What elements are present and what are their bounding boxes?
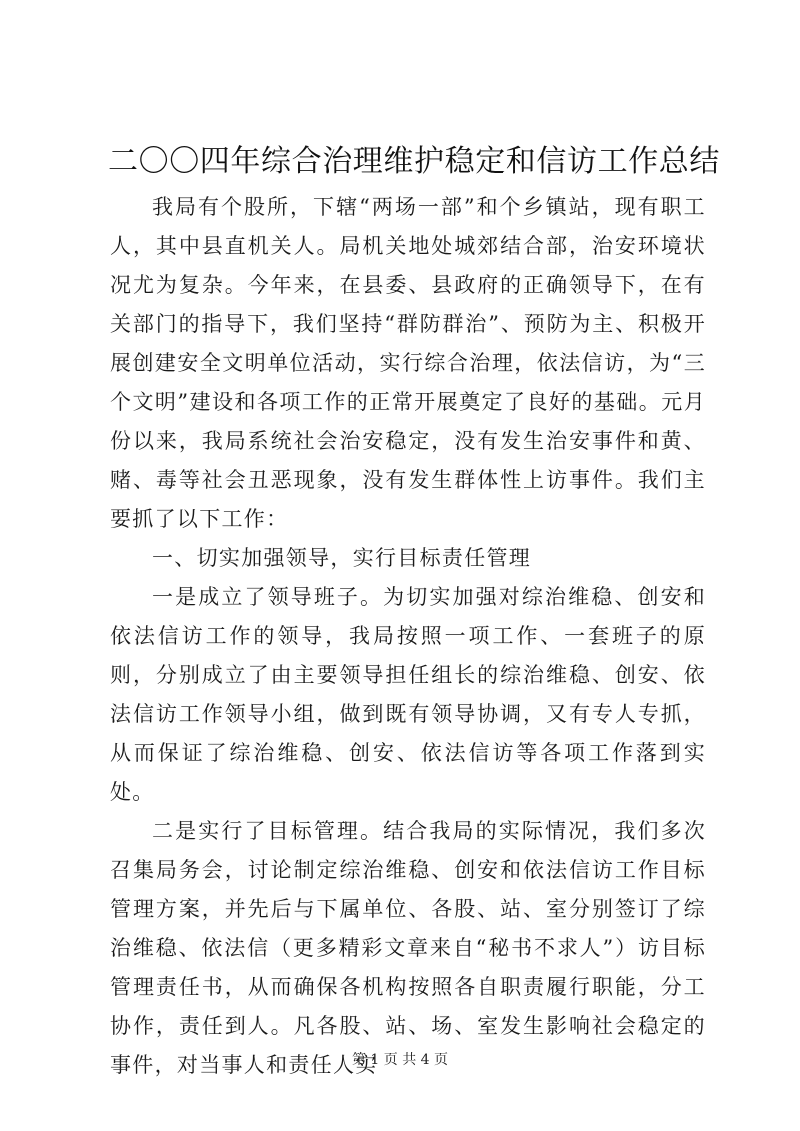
- document-title: 二〇〇四年综合治理维护稳定和信访工作总结: [108, 144, 720, 179]
- page-number: 第 1 页 共 4 页: [351, 1052, 449, 1068]
- paragraph-target-management: 二是实行了目标管理。结合我局的实际情况，我们多次召集局务会，讨论制定综治维稳、创安和依法信访工作目标管理方案，并先后与下属单位、各股、站、室分别签订了综治维稳、依法信（更多精彩文章来自“秘书不求人”）访目标管理责任书，从而确保各机构按照各自职责履行职能，分工协作，责任到人。凡各股、站、场、室发生影响社会稳定的事件，对当事人和责任人实: [110, 819, 706, 1077]
- paragraph-leadership: 一是成立了领导班子。为切实加强对综治维稳、创安和依法信访工作的领导，我局按照一项工作、一套班子的原则，分别成立了由主要领导担任组长的综治维稳、创安、依法信访工作领导小组，做到既有领导协调，又有专人专抓，从而保证了综治维稳、创安、依法信访等各项工作落到实处。: [110, 585, 706, 804]
- section-heading-1: 一、切实加强领导，实行目标责任管理: [152, 546, 532, 570]
- document-body: [110, 188, 706, 1085]
- paragraph-intro: 我局有个股所，下辖“两场一部”和个乡镇站，现有职工人，其中县直机关人。局机关地处城郊结合部，治安环境状况尤为复杂。今年来，在县委、县政府的正确领导下，在有关部门的指导下，我们坚持“群防群治”、预防为主、积极开展创建安全文明单位活动，实行综合治理，依法信访，为“三个文明”建设和各项工作的正常开展奠定了良好的基础。元月份以来，我局系统社会治安稳定，没有发生治安事件和黄、赌、毒等社会丑恶现象，没有发生群体性上访事件。我们主要抓了以下工作：: [110, 195, 706, 531]
- page-footer: [0, 1049, 800, 1069]
